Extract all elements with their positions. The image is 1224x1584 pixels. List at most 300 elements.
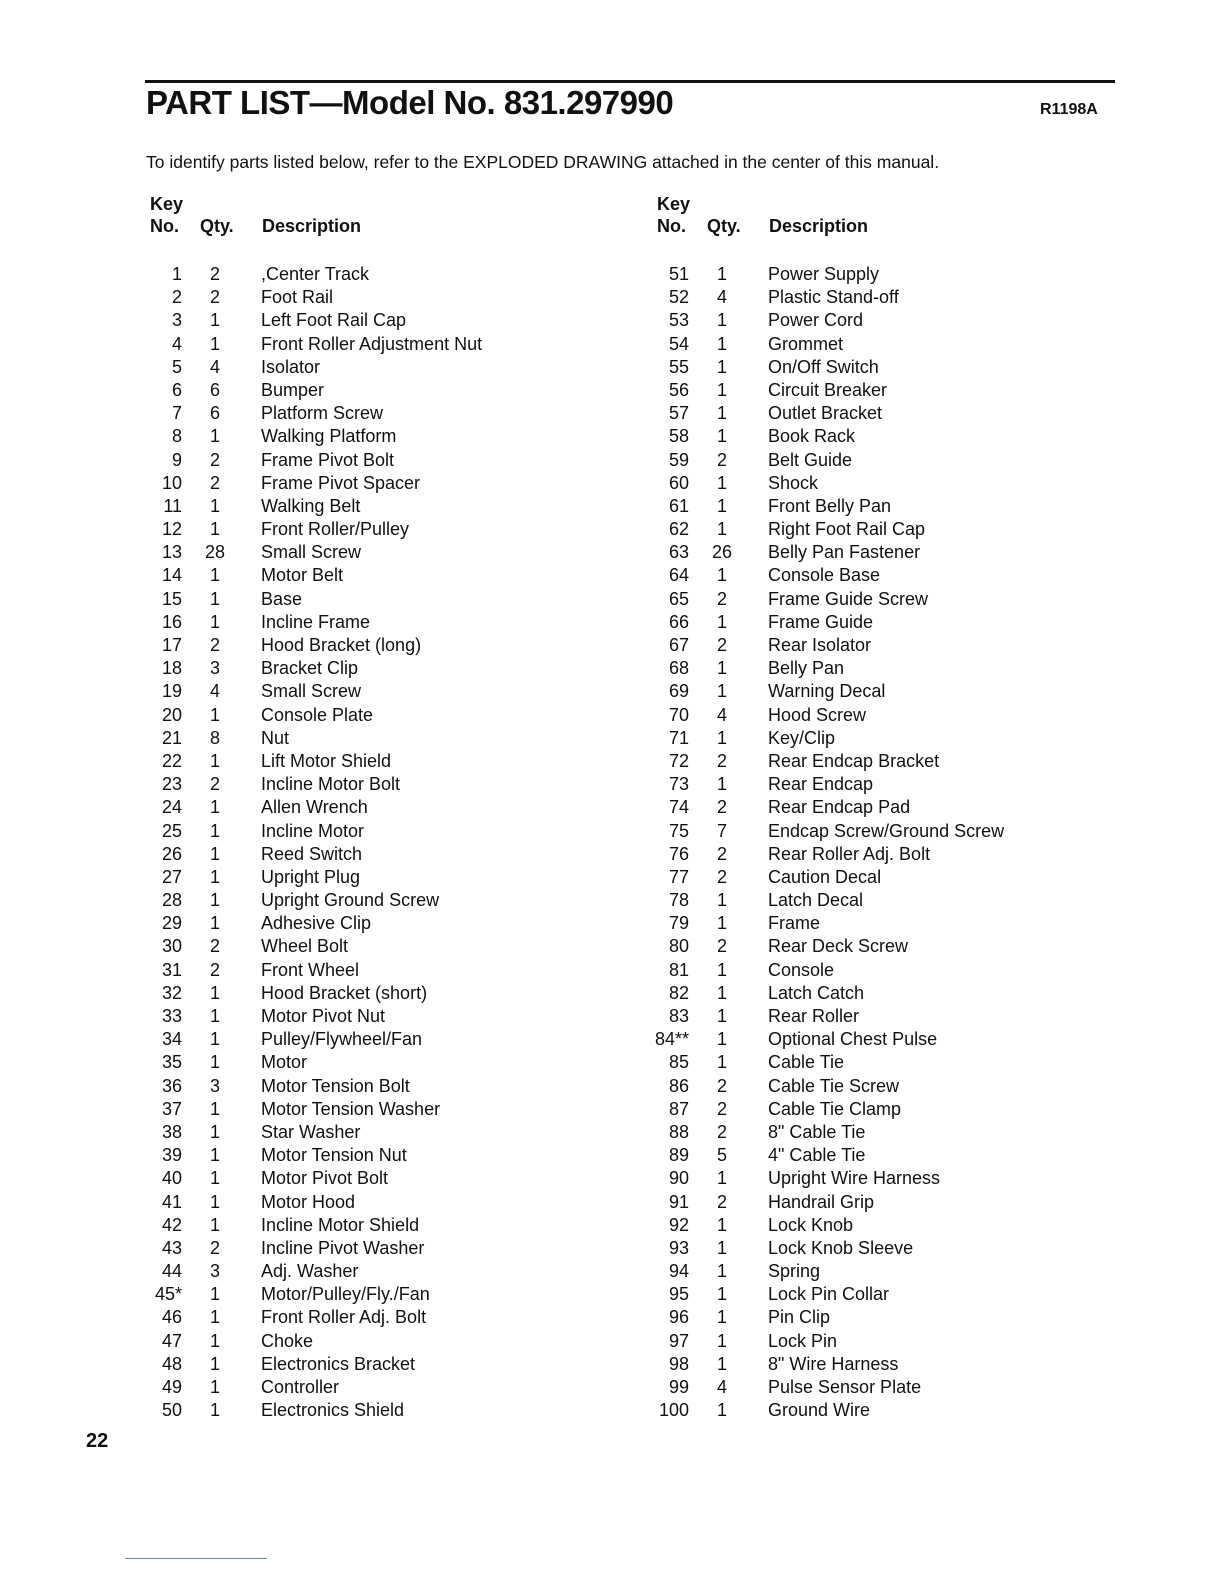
part-quantity: 1 xyxy=(716,913,727,934)
part-description: Latch Decal xyxy=(768,890,864,911)
part-key-number: 96 xyxy=(668,1307,689,1328)
part-row xyxy=(655,913,1125,936)
part-description: Lock Pin Collar xyxy=(768,1284,890,1305)
part-description: Motor Hood xyxy=(261,1191,356,1212)
part-key-number: 78 xyxy=(668,890,689,911)
part-row xyxy=(148,1006,618,1029)
part-key-number: 58 xyxy=(668,426,689,447)
page-title: PART LIST—Model No. 831.297990 xyxy=(146,84,674,121)
part-key-number: 59 xyxy=(668,449,689,470)
part-description: On/Off Switch xyxy=(768,356,879,377)
part-row xyxy=(148,936,618,959)
part-row xyxy=(148,681,618,704)
part-quantity: 2 xyxy=(209,774,220,795)
part-key-number: 40 xyxy=(161,1168,182,1189)
part-quantity: 2 xyxy=(209,472,220,493)
part-key-number: 36 xyxy=(161,1075,182,1096)
description-label: Description xyxy=(769,216,869,236)
part-quantity: 1 xyxy=(209,704,220,725)
document-code: R1198A xyxy=(1040,101,1098,118)
part-quantity: 1 xyxy=(716,959,727,980)
part-quantity: 2 xyxy=(716,588,727,609)
part-description: Grommet xyxy=(768,333,844,354)
part-key-number: 48 xyxy=(161,1353,182,1374)
part-description: Plastic Stand-off xyxy=(768,287,899,308)
part-key-number: 22 xyxy=(161,750,182,771)
part-description: Frame Pivot Spacer xyxy=(261,472,421,493)
part-description: Hood Bracket (short) xyxy=(261,982,428,1003)
part-description: Ground Wire xyxy=(768,1400,871,1421)
part-row xyxy=(655,1052,1125,1075)
part-quantity: 1 xyxy=(209,565,220,586)
part-key-number: 69 xyxy=(668,681,689,702)
part-key-number: 14 xyxy=(161,565,182,586)
qty-label: Qty. xyxy=(707,216,741,236)
part-quantity: 7 xyxy=(716,820,727,841)
part-row xyxy=(655,403,1125,426)
part-description: Platform Screw xyxy=(261,403,384,424)
part-row xyxy=(148,1400,618,1423)
part-quantity: 2 xyxy=(716,1191,727,1212)
part-quantity: 2 xyxy=(716,1098,727,1119)
part-quantity: 1 xyxy=(209,866,220,887)
part-description: Pulse Sensor Plate xyxy=(768,1377,922,1397)
part-quantity: 2 xyxy=(716,1075,727,1096)
part-key-number: 54 xyxy=(668,333,689,354)
part-key-number: 75 xyxy=(668,820,689,841)
part-description: Front Roller Adj. Bolt xyxy=(261,1307,427,1328)
part-row xyxy=(655,1122,1125,1145)
part-description: Cable Tie Clamp xyxy=(768,1098,902,1119)
part-key-number: 49 xyxy=(161,1377,182,1397)
part-row xyxy=(148,565,618,588)
part-key-number: 13 xyxy=(161,542,182,563)
part-quantity: 1 xyxy=(716,611,727,632)
part-quantity: 1 xyxy=(209,1214,220,1235)
part-row xyxy=(655,264,1125,287)
part-key-number: 64 xyxy=(668,565,689,586)
part-row xyxy=(148,1052,618,1075)
part-quantity: 4 xyxy=(209,356,220,377)
part-row xyxy=(655,658,1125,681)
part-description: Frame Pivot Bolt xyxy=(261,449,395,470)
part-quantity: 26 xyxy=(711,542,733,563)
part-quantity: 1 xyxy=(209,750,220,771)
part-description: Bracket Clip xyxy=(261,658,359,679)
part-quantity: 1 xyxy=(209,1307,220,1328)
part-key-number: 82 xyxy=(668,982,689,1003)
part-description: Adj. Washer xyxy=(261,1261,359,1282)
part-quantity: 1 xyxy=(716,472,727,493)
part-quantity: 6 xyxy=(209,379,220,400)
part-quantity: 1 xyxy=(209,1284,220,1305)
part-row xyxy=(148,1168,618,1191)
part-quantity: 1 xyxy=(209,588,220,609)
part-key-number: 18 xyxy=(161,658,182,679)
part-row xyxy=(148,797,618,820)
part-key-number: 4 xyxy=(171,333,182,354)
part-key-number: 44 xyxy=(161,1261,182,1282)
part-description: Rear Deck Screw xyxy=(768,936,909,957)
part-row xyxy=(655,1400,1125,1423)
part-row xyxy=(655,960,1125,983)
part-row xyxy=(148,913,618,936)
part-description: Bumper xyxy=(261,379,325,400)
part-row xyxy=(148,774,618,797)
part-key-number: 56 xyxy=(668,379,689,400)
part-quantity: 1 xyxy=(716,495,727,516)
part-key-number: 20 xyxy=(161,704,182,725)
part-key-number: 61 xyxy=(668,495,689,516)
part-key-number: 42 xyxy=(161,1214,182,1235)
part-row xyxy=(655,1215,1125,1238)
part-key-number: 16 xyxy=(161,611,182,632)
part-key-number: 53 xyxy=(668,310,689,331)
part-quantity: 1 xyxy=(209,982,220,1003)
part-description: Frame xyxy=(768,913,821,934)
part-key-number: 99 xyxy=(668,1377,689,1397)
part-quantity: 1 xyxy=(716,1168,727,1189)
part-row xyxy=(148,751,618,774)
part-key-number: 41 xyxy=(161,1191,182,1212)
part-key-number: 7 xyxy=(171,403,182,424)
part-row xyxy=(148,1192,618,1215)
part-description: Rear Isolator xyxy=(768,635,872,655)
part-row xyxy=(655,705,1125,728)
qty-label: Qty. xyxy=(200,216,234,236)
part-row xyxy=(655,635,1125,658)
part-row xyxy=(148,1238,618,1261)
part-quantity: 1 xyxy=(209,333,220,354)
part-description: Belt Guide xyxy=(768,449,853,470)
part-description: Small Screw xyxy=(261,542,362,563)
part-row xyxy=(655,334,1125,357)
part-quantity: 1 xyxy=(209,426,220,447)
part-quantity: 1 xyxy=(716,1330,727,1351)
part-row xyxy=(655,1145,1125,1168)
column-header xyxy=(148,194,618,264)
part-description: Power Supply xyxy=(768,264,880,284)
part-description: Latch Catch xyxy=(768,982,865,1003)
part-description: Wheel Bolt xyxy=(261,936,349,957)
part-description: Front Wheel xyxy=(261,959,360,980)
part-key-number: 19 xyxy=(161,681,182,702)
part-description: Controller xyxy=(261,1377,340,1397)
part-row xyxy=(655,821,1125,844)
part-quantity: 1 xyxy=(209,1121,220,1142)
part-quantity: 1 xyxy=(716,681,727,702)
part-description: Cable Tie xyxy=(768,1052,845,1073)
part-quantity: 6 xyxy=(209,403,220,424)
part-description: Key/Clip xyxy=(768,727,836,748)
part-row xyxy=(148,1307,618,1330)
part-quantity: 1 xyxy=(209,890,220,911)
part-quantity: 1 xyxy=(716,658,727,679)
part-row xyxy=(148,589,618,612)
part-quantity: 2 xyxy=(209,959,220,980)
part-key-number: 50 xyxy=(161,1400,182,1421)
part-quantity: 1 xyxy=(716,774,727,795)
part-key-number: 26 xyxy=(161,843,182,864)
part-description: Caution Decal xyxy=(768,866,882,887)
part-quantity: 1 xyxy=(716,519,727,540)
part-row xyxy=(655,1029,1125,1052)
part-quantity: 1 xyxy=(716,379,727,400)
part-key-number: 52 xyxy=(668,287,689,308)
part-quantity: 1 xyxy=(209,1353,220,1374)
part-row xyxy=(655,357,1125,380)
part-row xyxy=(148,1377,618,1400)
part-description: Allen Wrench xyxy=(261,797,368,818)
part-row xyxy=(655,983,1125,1006)
part-quantity: 1 xyxy=(209,1145,220,1166)
part-key-number: 47 xyxy=(161,1330,182,1351)
part-quantity: 3 xyxy=(209,658,220,679)
part-key-number: 9 xyxy=(171,449,182,470)
part-key-number: 12 xyxy=(161,519,182,540)
part-description: Upright Plug xyxy=(261,866,361,887)
part-quantity: 2 xyxy=(209,1237,220,1258)
part-description: Power Cord xyxy=(768,310,864,331)
part-key-number: 43 xyxy=(161,1237,182,1258)
part-row xyxy=(655,890,1125,913)
part-description: Endcap Screw/Ground Screw xyxy=(768,820,1005,841)
part-description: Upright Wire Harness xyxy=(768,1168,941,1189)
part-key-number: 57 xyxy=(668,403,689,424)
part-row xyxy=(148,334,618,357)
part-quantity: 1 xyxy=(209,1029,220,1050)
part-key-number: 25 xyxy=(161,820,182,841)
part-row xyxy=(148,287,618,310)
part-key-number: 35 xyxy=(161,1052,182,1073)
part-key-number: 72 xyxy=(668,750,689,771)
no-label: No. xyxy=(150,216,179,236)
part-description: Electronics Shield xyxy=(261,1400,405,1421)
part-row xyxy=(148,426,618,449)
part-quantity: 3 xyxy=(209,1261,220,1282)
part-description: Front Roller/Pulley xyxy=(261,519,410,540)
part-quantity: 1 xyxy=(209,611,220,632)
part-row xyxy=(655,1192,1125,1215)
part-description: Rear Roller Adj. Bolt xyxy=(768,843,931,864)
part-quantity: 1 xyxy=(716,1029,727,1050)
part-description: Walking Platform xyxy=(261,426,397,447)
part-description: Rear Endcap Bracket xyxy=(768,750,940,771)
part-row xyxy=(655,1354,1125,1377)
part-row xyxy=(655,1261,1125,1284)
part-row xyxy=(148,960,618,983)
part-quantity: 1 xyxy=(716,727,727,748)
part-description: Warning Decal xyxy=(768,681,886,702)
part-row xyxy=(148,1145,618,1168)
part-row xyxy=(148,1099,618,1122)
part-quantity: 1 xyxy=(716,1284,727,1305)
part-row xyxy=(148,450,618,473)
part-key-number: 79 xyxy=(668,913,689,934)
part-quantity: 1 xyxy=(209,1400,220,1421)
part-key-number: 10 xyxy=(161,472,182,493)
part-quantity: 1 xyxy=(209,495,220,516)
part-quantity: 4 xyxy=(716,287,727,308)
part-key-number: 73 xyxy=(668,774,689,795)
part-quantity: 1 xyxy=(209,519,220,540)
part-description: Console Plate xyxy=(261,704,374,725)
part-row xyxy=(655,496,1125,519)
part-key-number: 94 xyxy=(668,1261,689,1282)
part-description: Rear Roller xyxy=(768,1006,860,1026)
part-row xyxy=(148,542,618,565)
part-row xyxy=(655,797,1125,820)
part-row xyxy=(655,1168,1125,1191)
part-description: Walking Belt xyxy=(261,495,361,516)
part-row xyxy=(148,867,618,890)
parts-column-right xyxy=(655,194,1125,1423)
part-description: Rear Endcap xyxy=(768,774,874,795)
part-quantity: 1 xyxy=(209,820,220,841)
title-rule xyxy=(145,80,1115,83)
part-description: Rear Endcap Pad xyxy=(768,797,911,818)
part-key-number: 89 xyxy=(668,1145,689,1166)
part-row xyxy=(148,635,618,658)
part-key-number: 38 xyxy=(161,1121,182,1142)
part-quantity: 1 xyxy=(716,1261,727,1282)
part-key-number: 83 xyxy=(668,1006,689,1026)
part-quantity: 1 xyxy=(716,1237,727,1258)
part-key-number: 70 xyxy=(668,704,689,725)
part-description: Circuit Breaker xyxy=(768,379,888,400)
part-quantity: 1 xyxy=(716,1052,727,1073)
part-key-number: 76 xyxy=(668,843,689,864)
part-description: Handrail Grip xyxy=(768,1191,875,1212)
part-row xyxy=(655,844,1125,867)
part-key-number: 11 xyxy=(163,495,182,516)
part-row xyxy=(148,844,618,867)
part-row xyxy=(148,1354,618,1377)
part-quantity: 1 xyxy=(209,843,220,864)
part-key-number: 3 xyxy=(171,310,182,331)
part-row xyxy=(148,983,618,1006)
part-key-number: 27 xyxy=(161,866,182,887)
part-key-number: 6 xyxy=(171,379,182,400)
part-description: Pulley/Flywheel/Fan xyxy=(261,1029,423,1050)
part-description: Incline Motor Bolt xyxy=(261,774,401,795)
part-description: Base xyxy=(261,588,303,609)
part-row xyxy=(148,1122,618,1145)
part-quantity: 1 xyxy=(716,565,727,586)
part-description: Hood Bracket (long) xyxy=(261,635,422,655)
part-quantity: 1 xyxy=(209,1098,220,1119)
part-row xyxy=(148,357,618,380)
part-key-number: 45* xyxy=(154,1284,182,1305)
part-quantity: 2 xyxy=(716,843,727,864)
part-key-number: 98 xyxy=(668,1353,689,1374)
part-row xyxy=(655,728,1125,751)
part-quantity: 2 xyxy=(209,449,220,470)
part-row xyxy=(655,287,1125,310)
part-key-number: 92 xyxy=(668,1214,689,1235)
part-description: Spring xyxy=(768,1261,821,1282)
part-row xyxy=(148,380,618,403)
part-row xyxy=(655,751,1125,774)
part-key-number: 100 xyxy=(658,1400,689,1421)
part-row xyxy=(655,1377,1125,1400)
part-quantity: 1 xyxy=(716,333,727,354)
part-row xyxy=(655,450,1125,473)
part-key-number: 90 xyxy=(668,1168,689,1189)
part-description: Adhesive Clip xyxy=(261,913,372,934)
part-row xyxy=(148,1261,618,1284)
part-key-number: 81 xyxy=(668,959,689,980)
part-description: Reed Switch xyxy=(261,843,363,864)
part-quantity: 1 xyxy=(716,264,727,284)
part-key-number: 66 xyxy=(668,611,689,632)
part-quantity: 2 xyxy=(209,264,220,284)
part-description: Motor Pivot Nut xyxy=(261,1006,386,1026)
part-row xyxy=(655,565,1125,588)
part-quantity: 5 xyxy=(716,1145,727,1166)
part-quantity: 4 xyxy=(716,1377,727,1397)
part-quantity: 1 xyxy=(209,797,220,818)
part-quantity: 2 xyxy=(209,287,220,308)
part-key-number: 28 xyxy=(161,890,182,911)
part-key-number: 67 xyxy=(668,635,689,655)
part-row xyxy=(655,681,1125,704)
part-description: Motor Tension Bolt xyxy=(261,1075,410,1096)
part-key-number: 15 xyxy=(161,588,182,609)
part-quantity: 1 xyxy=(716,356,727,377)
part-row xyxy=(655,310,1125,333)
part-row xyxy=(148,658,618,681)
part-description: Nut xyxy=(261,727,290,748)
part-key-number: 62 xyxy=(668,519,689,540)
part-description: Frame Guide Screw xyxy=(768,588,929,609)
part-quantity: 2 xyxy=(716,1121,727,1142)
part-description: Hood Screw xyxy=(768,704,867,725)
part-key-number: 32 xyxy=(161,982,182,1003)
part-row xyxy=(655,519,1125,542)
part-key-number: 65 xyxy=(668,588,689,609)
part-description: Motor Tension Nut xyxy=(261,1145,407,1166)
part-key-number: 55 xyxy=(668,356,689,377)
part-quantity: 1 xyxy=(716,1353,727,1374)
part-row xyxy=(655,1307,1125,1330)
part-key-number: 33 xyxy=(161,1006,182,1026)
part-row xyxy=(148,821,618,844)
part-quantity: 2 xyxy=(716,936,727,957)
part-key-number: 29 xyxy=(161,913,182,934)
key-label: Key xyxy=(150,194,184,214)
part-description: Upright Ground Screw xyxy=(261,890,440,911)
part-quantity: 1 xyxy=(716,403,727,424)
part-key-number: 74 xyxy=(668,797,689,818)
parts-column-left xyxy=(148,194,618,1423)
part-description: Optional Chest Pulse xyxy=(768,1029,938,1050)
part-key-number: 63 xyxy=(668,542,689,563)
part-key-number: 39 xyxy=(161,1145,182,1166)
part-description: Lock Knob xyxy=(768,1214,854,1235)
intro-text: To identify parts listed below, refer to the EXPLODED DRAWING attached in the center of this manual. xyxy=(146,152,940,172)
no-label: No. xyxy=(657,216,686,236)
part-key-number: 71 xyxy=(668,727,689,748)
part-quantity: 1 xyxy=(209,1377,220,1397)
part-description: Small Screw xyxy=(261,681,362,702)
part-description: Shock xyxy=(768,472,819,493)
part-quantity: 1 xyxy=(716,1214,727,1235)
part-key-number: 68 xyxy=(668,658,689,679)
part-row xyxy=(148,403,618,426)
part-quantity: 1 xyxy=(209,1006,220,1026)
parts-list xyxy=(655,264,1125,1423)
